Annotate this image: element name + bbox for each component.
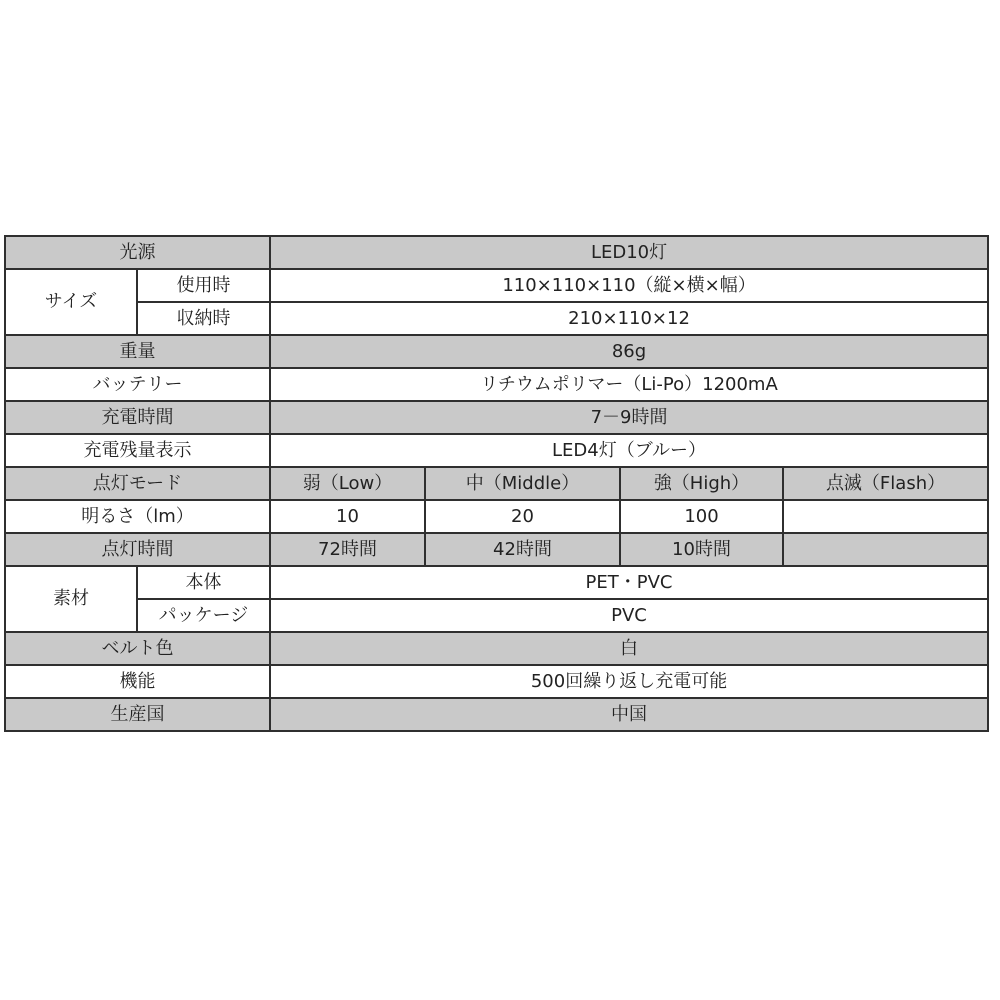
battery-label: バッテリー <box>5 368 270 401</box>
material-package-value: PVC <box>270 599 988 632</box>
table-row <box>5 236 988 269</box>
table-row <box>5 533 988 566</box>
size-in-use-label: 使用時 <box>137 269 270 302</box>
function-value: 500回繰り返し充電可能 <box>270 665 988 698</box>
size-label: サイズ <box>5 269 137 335</box>
table-row <box>5 698 988 731</box>
size-stored-label: 収納時 <box>137 302 270 335</box>
material-body-value: PET・PVC <box>270 566 988 599</box>
charge-indicator-label: 充電残量表示 <box>5 434 270 467</box>
light-mode-label: 点灯モード <box>5 467 270 500</box>
table-row <box>5 269 988 302</box>
light-time-flash <box>783 533 988 566</box>
origin-label: 生産国 <box>5 698 270 731</box>
light-time-middle: 42時間 <box>425 533 620 566</box>
material-body-label: 本体 <box>137 566 270 599</box>
mode-low: 弱（Low） <box>270 467 425 500</box>
mode-middle: 中（Middle） <box>425 467 620 500</box>
charge-time-value: 7－9時間 <box>270 401 988 434</box>
belt-color-label: ベルト色 <box>5 632 270 665</box>
material-package-label: パッケージ <box>137 599 270 632</box>
function-label: 機能 <box>5 665 270 698</box>
light-time-low: 72時間 <box>270 533 425 566</box>
light-source-value: LED10灯 <box>270 236 988 269</box>
charge-indicator-value: LED4灯（ブルー） <box>270 434 988 467</box>
brightness-high: 100 <box>620 500 783 533</box>
origin-value: 中国 <box>270 698 988 731</box>
light-time-label: 点灯時間 <box>5 533 270 566</box>
table-row <box>5 566 988 599</box>
table-row <box>5 335 988 368</box>
brightness-low: 10 <box>270 500 425 533</box>
spec-table <box>4 235 989 732</box>
brightness-label: 明るさ（lm） <box>5 500 270 533</box>
brightness-flash <box>783 500 988 533</box>
belt-color-value: 白 <box>270 632 988 665</box>
table-row <box>5 665 988 698</box>
light-source-label: 光源 <box>5 236 270 269</box>
table-row <box>5 467 988 500</box>
weight-value: 86g <box>270 335 988 368</box>
table-row <box>5 500 988 533</box>
table-row <box>5 368 988 401</box>
material-label: 素材 <box>5 566 137 632</box>
light-time-high: 10時間 <box>620 533 783 566</box>
battery-value: リチウムポリマー（Li-Po）1200mA <box>270 368 988 401</box>
mode-high: 強（High） <box>620 467 783 500</box>
table-row <box>5 434 988 467</box>
size-stored-value: 210×110×12 <box>270 302 988 335</box>
brightness-middle: 20 <box>425 500 620 533</box>
mode-flash: 点滅（Flash） <box>783 467 988 500</box>
table-row <box>5 632 988 665</box>
table-row <box>5 599 988 632</box>
table-row <box>5 302 988 335</box>
table-row <box>5 401 988 434</box>
size-in-use-value: 110×110×110（縦×横×幅） <box>270 269 988 302</box>
charge-time-label: 充電時間 <box>5 401 270 434</box>
weight-label: 重量 <box>5 335 270 368</box>
